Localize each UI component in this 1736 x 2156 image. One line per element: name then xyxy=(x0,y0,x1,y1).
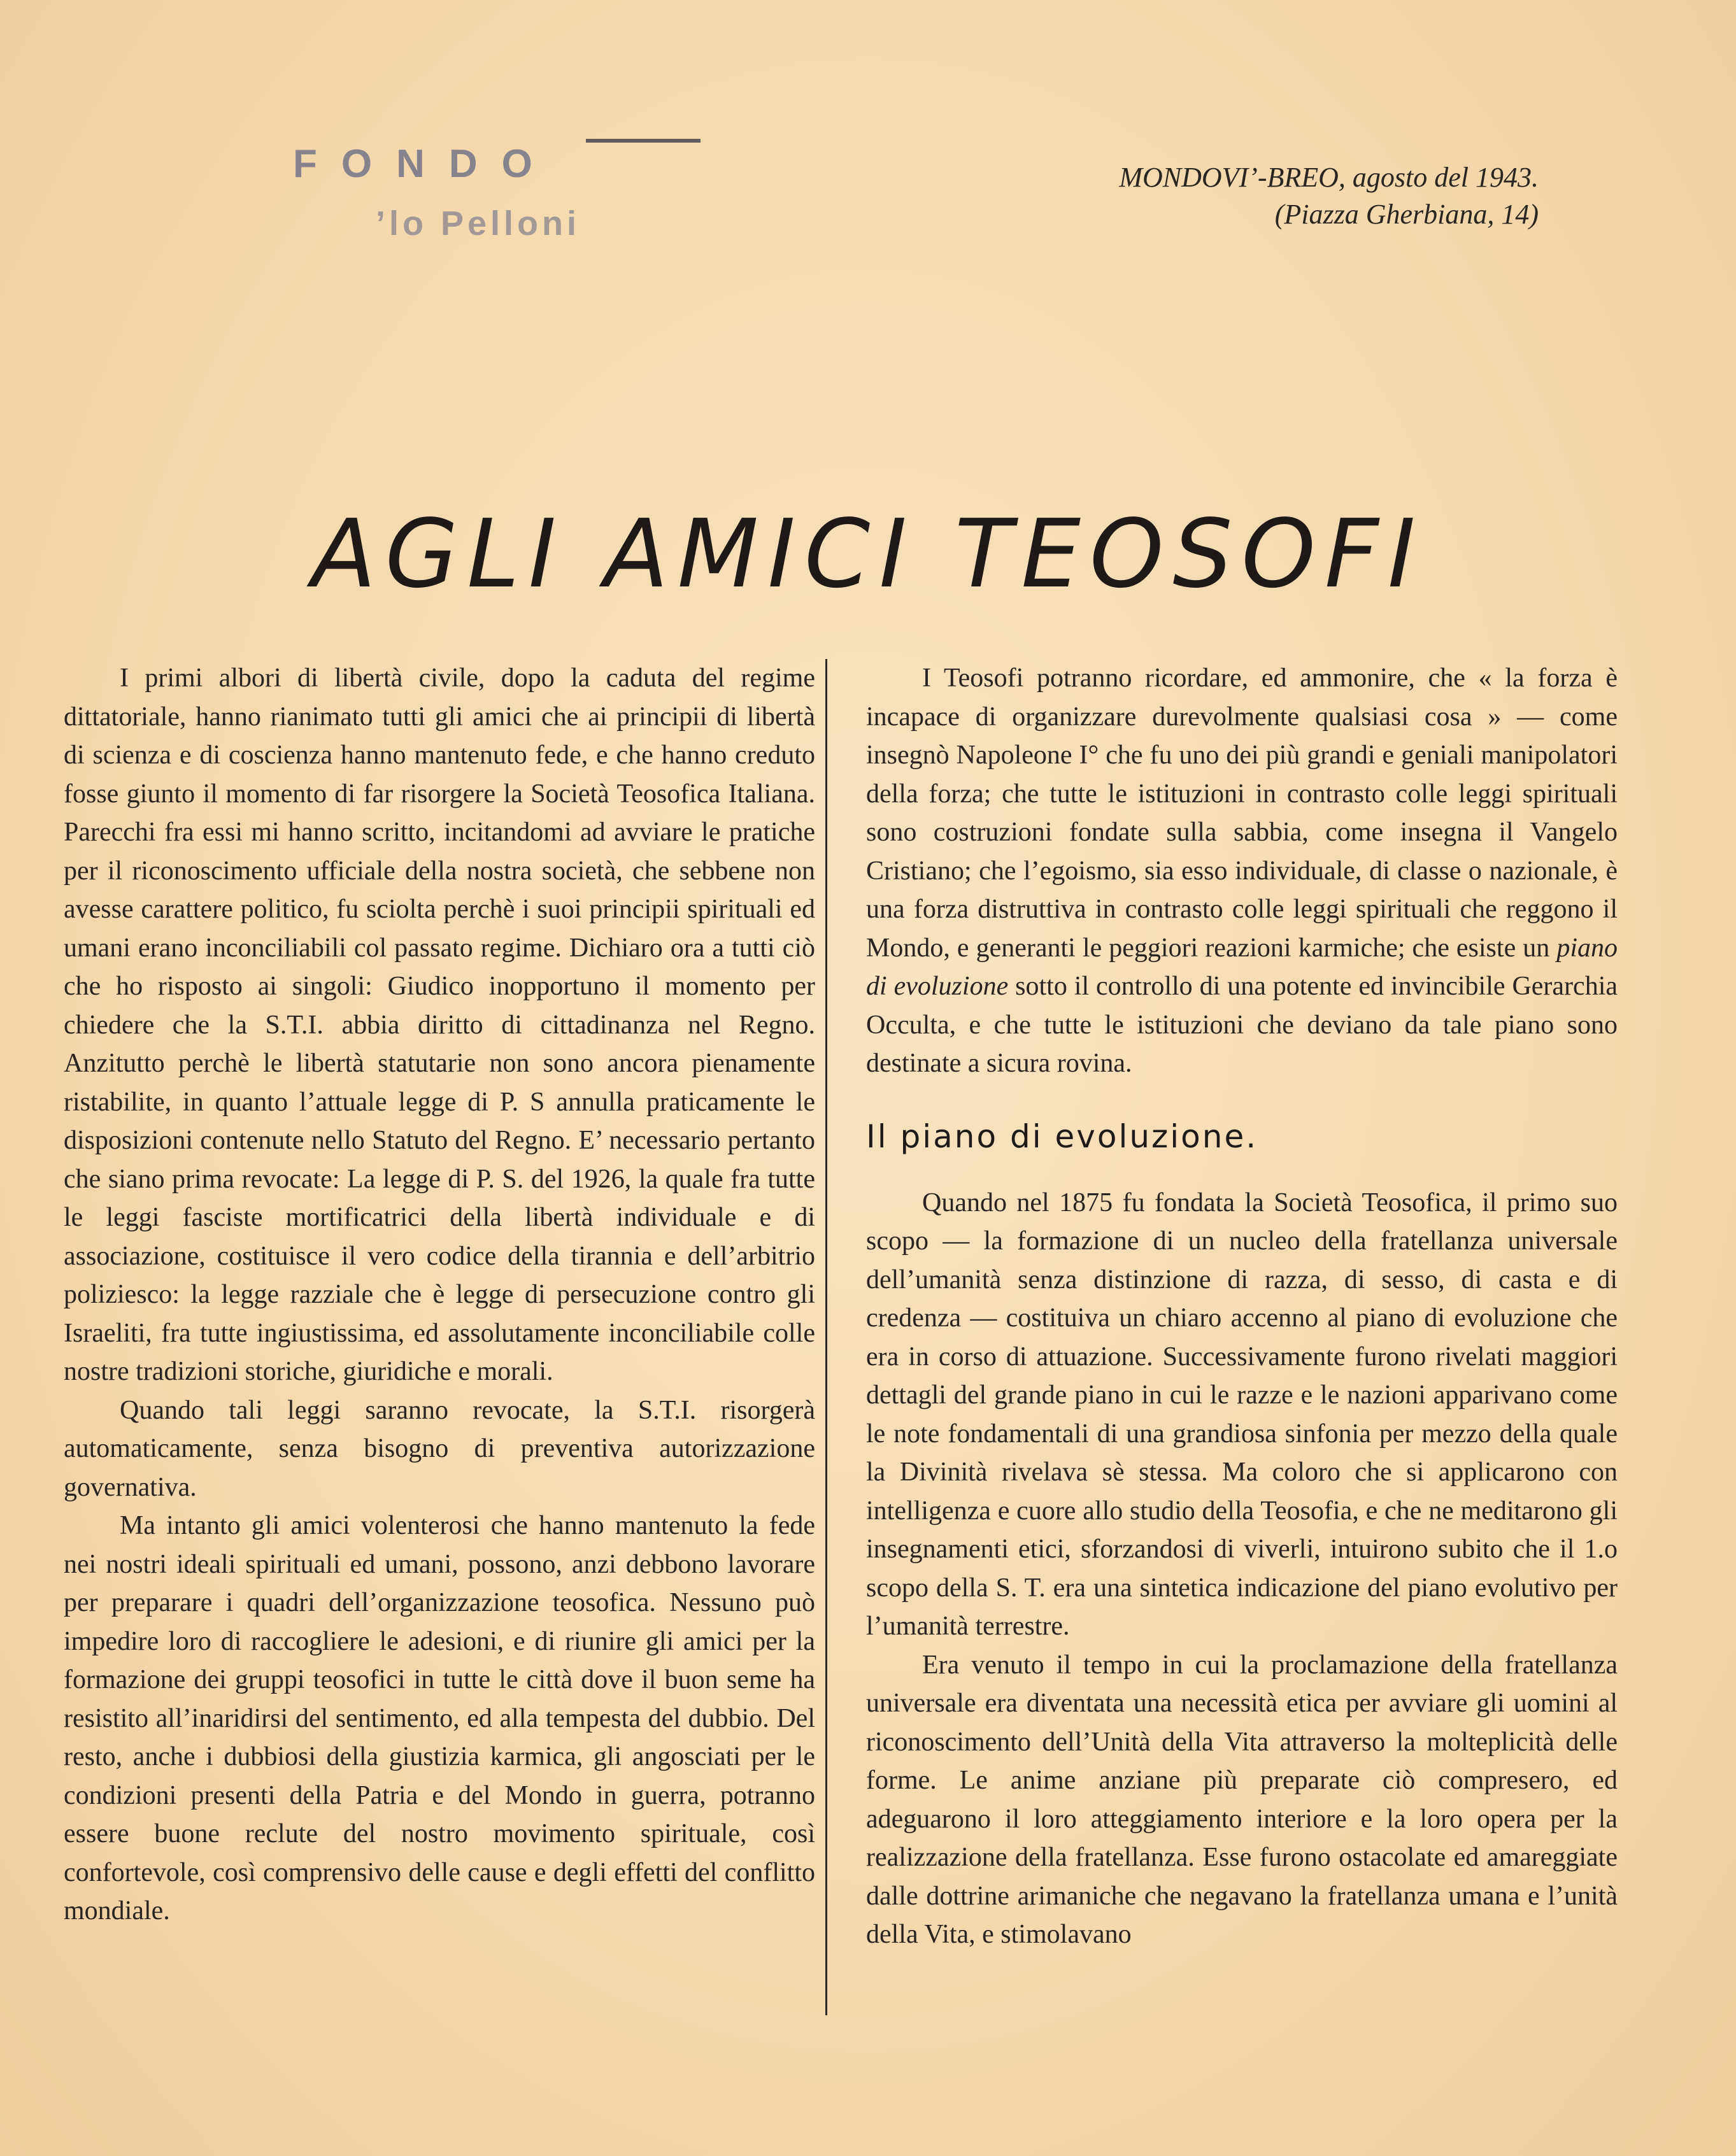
emphasis-text: piano di evoluzione xyxy=(866,933,1618,1001)
section-heading: Il piano di evoluzione. xyxy=(866,1117,1258,1155)
left-column xyxy=(64,659,815,1931)
paragraph-text: sotto il controllo di una potente ed invincibile Gerarchia Occulta, e che tutte le istituzioni che deviano da tale piano sono destinate a sicura rovina. xyxy=(866,972,1618,1078)
stamp-line-2: ’lo Pelloni xyxy=(376,204,581,243)
stamp-line-1: FONDO xyxy=(293,142,557,186)
dateline xyxy=(1119,159,1539,233)
right-column xyxy=(866,659,1618,1954)
paragraph-text: I Teosofi potranno ricordare, ed ammonire, che « la forza è incapace di organizzare durevolmente qualsiasi cosa » — come insegnò Napoleone I° che fu uno dei più grandi e geniali manipolatori della forza; che tutte le istituzioni in contrasto colle leggi spirituali sono costruzioni fondate sulla sabbia, come insegna il Vangelo Cristiano; che l’egoismo, sia esso individuale, di classe o nazionale, è una forza distruttiva in contrasto colle leggi spirituali che reggono il Mondo, e generanti le peggiori reazioni karmiche; che esiste un xyxy=(866,663,1618,963)
stamp-rule xyxy=(586,139,701,143)
paragraph xyxy=(866,659,1618,1083)
paragraph: Quando tali leggi saranno revocate, la S.T.I. risorgerà automaticamente, senza bisogno di preventiva autorizzazione governativa. xyxy=(64,1395,815,1502)
paragraph: I primi albori di libertà civile, dopo la caduta del regime dittatoriale, hanno rianimato tutti gli amici che ai principii di libertà di scienza e di coscienza hanno mantenuto fede, e che hanno creduto fosse giunto il momento di far risorgere la Società Teosofica Italiana. Parecchi fra essi mi hanno scritto, incitandomi ad avviare le pratiche per il riconoscimento ufficiale della nostra società, che sebbene non avesse carattere politico, fu sciolta perchè i suoi principii spirituali ed umani erano inconciliabili col passato regime. Dichiaro ora a tutti ciò che ho risposto ai singoli: Giudico inopportuno il momento per chiedere che la S.T.I. abbia diritto di cittadinanza nel Regno. Anzitutto perchè le libertà statutarie non sono ancora pienamente ristabilite, in quanto l’attuale legge di P. S annulla praticamente le disposizioni contenute nello Statuto del Regno. E’ necessario pertanto che siano prima revocate: La legge di P. S. del 1926, la quale fra tutte le leggi fasciste mortificatrici della libertà individuale e di associazione, costituisce il vero codice della tirannia e dell’arbitrio poliziesco: la legge razziale che è legge di persecuzione contro gli Israeliti, fra tutte ingiustissima, ed assolutamente inconciliabile colle nostre tradizioni storiche, giuridiche e morali. xyxy=(64,663,815,1386)
column-divider xyxy=(825,659,827,2015)
paragraph: Era venuto il tempo in cui la proclamazione della fratellanza universale era diventata una necessità etica per avviare gli uomini al riconoscimento dell’Unità della Vita attraverso la molteplicità delle forme. Le anime anziane più preparate ciò compresero, ed adeguarono il loro atteggiamento interiore e la loro opera per la realizzazione della fratellanza. Esse furono ostacolate ed amareggiate dalle dottrine arimaniche che negavano la fratellanza umana e l’unità della Vita, e stimolavano xyxy=(866,1650,1618,1949)
paragraph: Quando nel 1875 fu fondata la Società Teosofica, il primo suo scopo — la formazione di un nucleo della fratellanza universale dell’umanità senza distinzione di razza, di sesso, di casta e di credenza — costituiva un chiaro accenno al piano di evoluzione che era in corso di attuazione. Successivamente furono rivelati maggiori dettagli del grande piano in cui le razze e le nazioni apparivano come le note fondamentali di una grandiosa sinfonia per mezzo della quale la Divinità rivelava sè stessa. Ma coloro che si applicarono con intelligenza e cuore allo studio della Teosofia, e che ne meditarono gli insegnamenti etici, sforzandosi di viverli, intuirono subito che il 1.o scopo della S. T. era una sintetica indicazione del piano evolutivo per l’umanità terrestre. xyxy=(866,1188,1618,1641)
dateline-place-date: MONDOVI’-BREO, agosto del 1943. xyxy=(1119,162,1539,193)
dateline-address: (Piazza Gherbiana, 14) xyxy=(1274,199,1539,230)
page-title: AGLI AMICI TEOSOFI xyxy=(311,499,1425,609)
paragraph: Ma intanto gli amici volenterosi che hanno mantenuto la fede nei nostri ideali spirituali ed umani, possono, anzi debbono lavorare per preparare i quadri dell’organizzazione teosofica. Nessuno può impedire loro di raccogliere le adesioni, e di riunire gli amici per la formazione dei gruppi teosofici in tutte le città dove il buon seme ha resistito all’inaridirsi del sentimento, ed alla tempesta del dubbio. Del resto, anche i dubbiosi della giustizia karmica, gli angosciati per le condizioni presenti della Patria e del Mondo in guerra, potranno essere buone reclute del nostro movimento spirituale, così confortevole, così comprensivo delle cause e degli effetti del conflitto mondiale. xyxy=(64,1511,815,1926)
article-body xyxy=(64,659,1618,2015)
archive-stamp xyxy=(293,134,701,261)
